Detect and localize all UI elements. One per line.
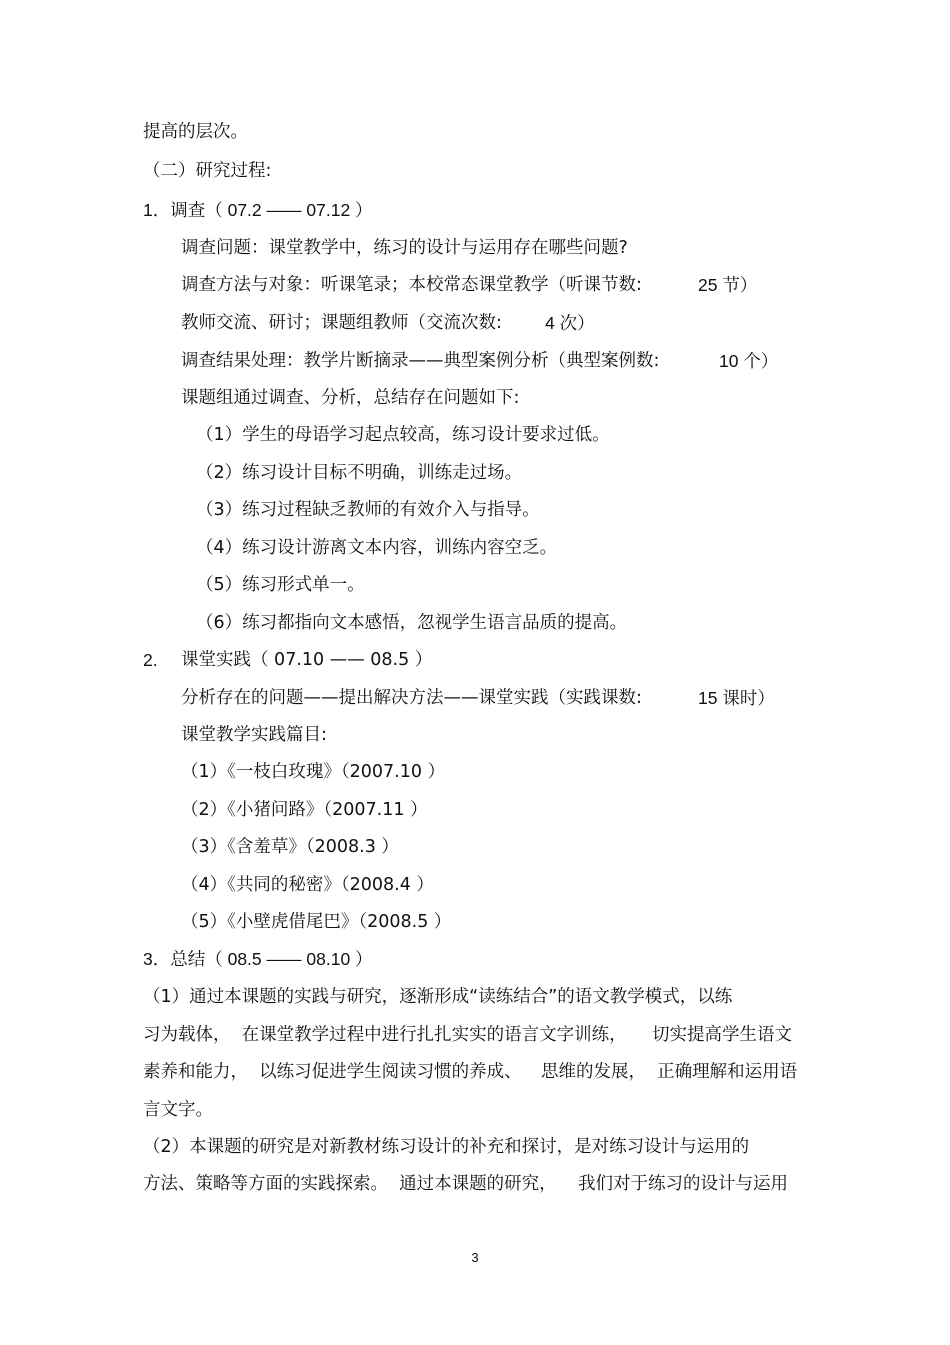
paragraph-line: 切实提高学生语文 (652, 1025, 792, 1045)
section-heading: （二）研究过程: (143, 161, 272, 181)
text-line: 4 次） (545, 313, 595, 333)
list-item: （1）《一枝白玫瑰》（2007.10 ） (181, 762, 446, 782)
text-line: 提高的层次。 (143, 122, 248, 142)
paragraph-line: 言文字。 (143, 1100, 213, 1120)
subsection-heading: 课堂实践（ 07.10 —— 08.5 ） (181, 650, 433, 670)
list-item: （2）练习设计目标不明确，训练走过场。 (196, 463, 523, 483)
text-line: 教师交流、研讨；课题组教师（交流次数: (181, 313, 502, 333)
list-item: （2）《小猪问路》（2007.11 ） (181, 800, 428, 820)
text-line: 25 节） (698, 275, 758, 295)
subsection-heading: 1．调查（ 07.2 —— 07.12 ） (143, 200, 373, 220)
list-item: （4）练习设计游离文本内容，训练内容空乏。 (196, 538, 558, 558)
list-item: （4）《共同的秘密》（2008.4 ） (181, 875, 434, 895)
text-line: 10 个） (719, 351, 779, 371)
subsection-heading: 3．总结（ 08.5 —— 08.10 ） (143, 949, 373, 969)
paragraph-line: 方法、策略等方面的实践探索。 通过本课题的研究， (143, 1174, 557, 1194)
list-item: （6）练习都指向文本感悟，忽视学生语言品质的提高。 (196, 613, 628, 633)
list-item: （1）学生的母语学习起点较高，练习设计要求过低。 (196, 425, 610, 445)
text-line: 15 课时） (698, 688, 775, 708)
paragraph-line: （2）本课题的研究是对新教材练习设计的补充和探讨，是对练习设计与运用的 (143, 1137, 750, 1157)
text-line: 调查问题：课堂教学中，练习的设计与运用存在哪些问题? (181, 238, 628, 258)
list-item: （3）《含羞草》（2008.3 ） (181, 837, 399, 857)
paragraph-line: 思维的发展， 正确理解和运用语 (541, 1062, 798, 1082)
list-item: （3）练习过程缺乏教师的有效介入与指导。 (196, 500, 540, 520)
paragraph-line: （1）通过本课题的实践与研究，逐渐形成“读练结合”的语文教学模式，以练 (143, 987, 733, 1007)
paragraph-line: 素养和能力， 以练习促进学生阅读习惯的养成、 (143, 1062, 522, 1082)
text-line: 调查方法与对象：听课笔录；本校常态课堂教学（听课节数: (181, 275, 642, 295)
subsection-number: 2. (143, 650, 158, 670)
list-item: （5）练习形式单一。 (196, 575, 365, 595)
page-number: 3 (471, 1250, 479, 1265)
paragraph-line: 我们对于练习的设计与运用 (578, 1174, 788, 1194)
text-line: 调查结果处理：教学片断摘录——典型案例分析（典型案例数: (181, 351, 660, 371)
text-line: 课堂教学实践篇目: (181, 725, 327, 745)
text-line: 分析存在的问题——提出解决方法——课堂实践（实践课数: (181, 688, 642, 708)
list-item: （5）《小壁虎借尾巴》（2008.5 ） (181, 912, 452, 932)
paragraph-line: 习为载体， 在课堂教学过程中进行扎扎实实的语言文字训练， (143, 1025, 627, 1045)
text-line: 课题组通过调查、分析，总结存在问题如下: (181, 388, 520, 408)
